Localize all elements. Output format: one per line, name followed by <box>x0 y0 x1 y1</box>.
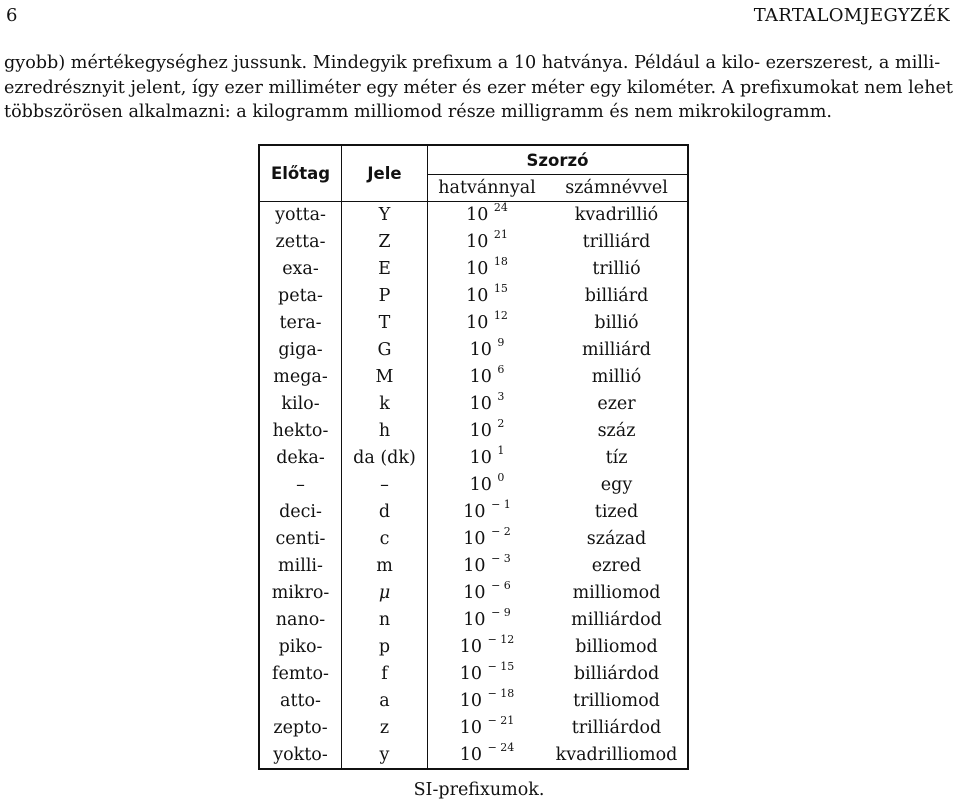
prefix-cell: piko- <box>259 634 342 661</box>
power-base: 10 <box>469 421 492 441</box>
prefix-cell: giga- <box>259 337 342 364</box>
table-row <box>259 310 688 337</box>
power-cell <box>428 364 547 391</box>
power-base: 10 <box>459 691 482 711</box>
prefix-cell: nano- <box>259 607 342 634</box>
table-row <box>259 553 688 580</box>
power-base: 10 <box>459 744 482 765</box>
table-row <box>259 661 688 688</box>
prefix-cell: milli- <box>259 553 342 580</box>
power-cell <box>428 445 547 472</box>
power-cell <box>428 418 547 445</box>
page-header <box>6 5 950 29</box>
table-row <box>259 742 688 769</box>
number-name-cell: billiomod <box>546 634 688 661</box>
table-row <box>259 634 688 661</box>
power-base: 10 <box>463 556 486 576</box>
power-cell <box>428 310 547 337</box>
table-row <box>259 418 688 445</box>
table-row <box>259 229 688 256</box>
prefix-cell: centi- <box>259 526 342 553</box>
prefix-cell: tera- <box>259 310 342 337</box>
power-exponent: 6 <box>497 363 505 377</box>
power-base: 10 <box>466 205 489 226</box>
si-prefix-table <box>258 144 689 770</box>
prefix-cell: zepto- <box>259 715 342 742</box>
paragraph-line: ezredrésznyit jelent, így ezer milliméter egy méter és ezer méter egy kilométer. A prefixumokat nem lehet <box>4 77 954 98</box>
number-name-cell: milliárd <box>546 337 688 364</box>
table-caption <box>0 780 960 800</box>
number-name-cell: billió <box>546 310 688 337</box>
power-exponent: 24 <box>493 201 508 215</box>
number-name-cell: millió <box>546 364 688 391</box>
number-name-cell: század <box>546 526 688 553</box>
prefix-cell: yotta- <box>259 202 342 229</box>
prefix-cell: yokto- <box>259 742 342 769</box>
power-base: 10 <box>466 286 489 306</box>
header-prefix: Előtag <box>259 145 342 202</box>
symbol-cell: h <box>342 418 428 445</box>
power-base: 10 <box>463 502 486 522</box>
power-cell <box>428 229 547 256</box>
prefix-cell: – <box>259 472 342 499</box>
table-row <box>259 472 688 499</box>
power-exponent: 2 <box>497 417 505 431</box>
power-base: 10 <box>463 610 486 630</box>
prefix-cell: mega- <box>259 364 342 391</box>
power-base: 10 <box>469 475 492 495</box>
caption-text: SI-prefixumok. <box>413 780 545 800</box>
power-cell <box>428 661 547 688</box>
symbol-cell: E <box>342 256 428 283</box>
power-exponent: − 3 <box>491 552 511 566</box>
power-exponent: − 12 <box>487 633 515 647</box>
table-row <box>259 526 688 553</box>
power-cell <box>428 634 547 661</box>
power-base: 10 <box>463 583 486 603</box>
power-base: 10 <box>459 637 482 657</box>
power-base: 10 <box>469 340 492 360</box>
table-row <box>259 202 688 229</box>
page-number: 6 <box>6 5 18 26</box>
power-cell <box>428 580 547 607</box>
power-base: 10 <box>459 718 482 738</box>
symbol-cell: c <box>342 526 428 553</box>
symbol-cell: y <box>342 742 428 769</box>
prefix-cell: mikro- <box>259 580 342 607</box>
symbol-cell: – <box>342 472 428 499</box>
power-base: 10 <box>469 394 492 414</box>
power-exponent: 21 <box>493 228 508 242</box>
header-symbol: Jele <box>342 145 428 202</box>
power-cell <box>428 742 547 769</box>
number-name-cell: billiárd <box>546 283 688 310</box>
power-base: 10 <box>466 232 489 252</box>
symbol-cell: f <box>342 661 428 688</box>
prefix-cell: exa- <box>259 256 342 283</box>
symbol-cell: P <box>342 283 428 310</box>
number-name-cell: kvadrilliomod <box>546 742 688 769</box>
header-number-name: számnévvel <box>546 175 688 202</box>
number-name-cell: milliárdod <box>546 607 688 634</box>
number-name-cell: milliomod <box>546 580 688 607</box>
table-row <box>259 283 688 310</box>
header-power: hatvánnyal <box>428 175 547 202</box>
paragraph-line: gyobb) mértékegységhez jussunk. Mindegyik prefixum a 10 hatványa. Például a kilo- ezerszerest, a milli- <box>4 53 941 73</box>
prefix-cell: zetta- <box>259 229 342 256</box>
power-exponent: − 18 <box>487 687 515 701</box>
power-cell <box>428 391 547 418</box>
prefix-cell: hekto- <box>259 418 342 445</box>
prefix-cell: deci- <box>259 499 342 526</box>
symbol-cell: z <box>342 715 428 742</box>
prefix-cell: femto- <box>259 661 342 688</box>
power-base: 10 <box>469 367 492 387</box>
table-row <box>259 715 688 742</box>
power-cell <box>428 607 547 634</box>
symbol-cell: da (dk) <box>342 445 428 472</box>
power-cell <box>428 688 547 715</box>
symbol-cell: T <box>342 310 428 337</box>
body-paragraph <box>4 51 960 125</box>
table-row <box>259 607 688 634</box>
table-row <box>259 445 688 472</box>
power-cell <box>428 472 547 499</box>
table-row <box>259 688 688 715</box>
power-cell <box>428 283 547 310</box>
symbol-cell: Y <box>342 202 428 229</box>
power-exponent: 9 <box>497 336 505 350</box>
symbol-cell: Z <box>342 229 428 256</box>
power-exponent: − 21 <box>487 714 515 728</box>
power-exponent: 1 <box>497 444 505 458</box>
prefix-cell: deka- <box>259 445 342 472</box>
power-cell <box>428 526 547 553</box>
power-cell <box>428 256 547 283</box>
prefix-cell: kilo- <box>259 391 342 418</box>
table-row <box>259 364 688 391</box>
prefix-cell: atto- <box>259 688 342 715</box>
power-base: 10 <box>466 313 489 333</box>
running-title: TARTALOMJEGYZÉK <box>753 5 950 26</box>
table-row <box>259 580 688 607</box>
power-exponent: 12 <box>493 309 508 323</box>
power-exponent: 3 <box>497 390 505 404</box>
power-exponent: − 24 <box>487 740 515 754</box>
table-row <box>259 337 688 364</box>
number-name-cell: kvadrillió <box>546 202 688 229</box>
power-exponent: 15 <box>493 282 508 296</box>
table-row <box>259 256 688 283</box>
power-exponent: − 2 <box>491 525 511 539</box>
power-exponent: − 9 <box>491 606 511 620</box>
number-name-cell: tíz <box>546 445 688 472</box>
power-base: 10 <box>459 664 482 684</box>
number-name-cell: billiárdod <box>546 661 688 688</box>
prefix-cell: peta- <box>259 283 342 310</box>
power-exponent: − 15 <box>487 660 515 674</box>
symbol-cell: p <box>342 634 428 661</box>
paragraph-line: többszörösen alkalmazni: a kilogramm milliomod része milligramm és nem mikrokilogramm. <box>4 102 832 123</box>
power-cell <box>428 202 547 229</box>
symbol-cell: a <box>342 688 428 715</box>
table-row <box>259 391 688 418</box>
symbol-cell: k <box>342 391 428 418</box>
table-row <box>259 499 688 526</box>
power-cell <box>428 553 547 580</box>
number-name-cell: tized <box>546 499 688 526</box>
power-exponent: 0 <box>497 471 505 485</box>
number-name-cell: trilliárdod <box>546 715 688 742</box>
power-exponent: − 1 <box>491 498 511 512</box>
power-base: 10 <box>463 529 486 549</box>
number-name-cell: trilliomod <box>546 688 688 715</box>
power-cell <box>428 337 547 364</box>
power-exponent: 18 <box>493 255 508 269</box>
number-name-cell: trillió <box>546 256 688 283</box>
header-multiplier: Szorzó <box>428 145 689 175</box>
power-cell <box>428 715 547 742</box>
power-base: 10 <box>466 259 489 279</box>
number-name-cell: egy <box>546 472 688 499</box>
number-name-cell: ezer <box>546 391 688 418</box>
power-exponent: − 6 <box>491 579 511 593</box>
power-base: 10 <box>469 448 492 468</box>
number-name-cell: ezred <box>546 553 688 580</box>
symbol-cell: d <box>342 499 428 526</box>
symbol-cell: m <box>342 553 428 580</box>
symbol-cell: G <box>342 337 428 364</box>
number-name-cell: trilliárd <box>546 229 688 256</box>
symbol-cell: M <box>342 364 428 391</box>
symbol-cell: μ <box>342 580 428 607</box>
number-name-cell: száz <box>546 418 688 445</box>
power-cell <box>428 499 547 526</box>
symbol-cell: n <box>342 607 428 634</box>
